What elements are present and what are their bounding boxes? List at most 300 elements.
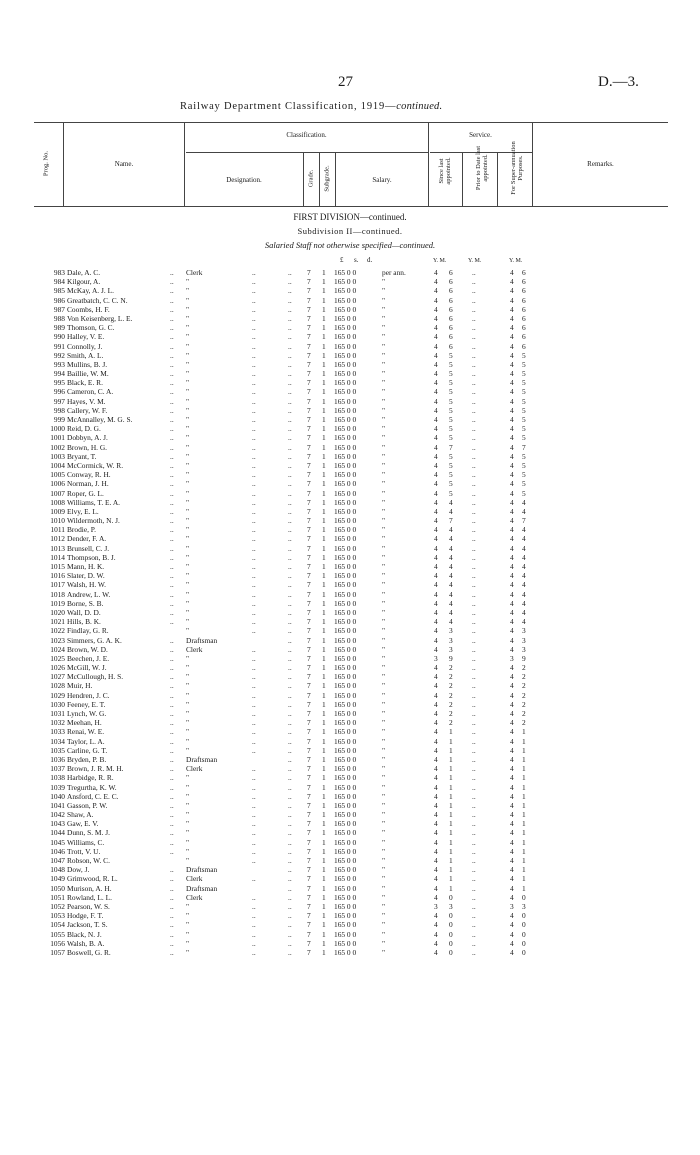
super-years: 4 bbox=[510, 607, 514, 617]
designation: " bbox=[186, 718, 190, 728]
super-years: 4 bbox=[510, 800, 514, 810]
since-years: 4 bbox=[434, 543, 438, 553]
employee-name: Gaw, E. V. bbox=[67, 819, 99, 829]
designation: " bbox=[186, 295, 190, 305]
designation: Draftsman bbox=[186, 865, 218, 875]
super-months: 4 bbox=[522, 589, 526, 599]
employee-name: Andrew, L. W. bbox=[67, 589, 111, 599]
designation: " bbox=[186, 516, 190, 526]
salary-period: " bbox=[382, 901, 386, 911]
leader-dots: .. bbox=[252, 396, 256, 406]
grade: 7 bbox=[307, 883, 311, 893]
since-years: 4 bbox=[434, 773, 438, 783]
leader-dots: .. bbox=[252, 415, 256, 424]
page-title bbox=[180, 101, 600, 112]
since-months: 5 bbox=[449, 378, 453, 388]
leader-dots: .. bbox=[288, 350, 292, 360]
prog-number: 1012 bbox=[50, 534, 65, 544]
subgrade: 1 bbox=[322, 635, 326, 645]
leader-dots: .. bbox=[170, 782, 174, 792]
salary-period: " bbox=[382, 525, 386, 535]
since-years: 4 bbox=[434, 856, 438, 865]
since-years: 4 bbox=[434, 277, 438, 287]
table-row bbox=[0, 874, 700, 883]
salary-amount: 165 0 0 bbox=[334, 534, 357, 544]
employee-name: Williams, C. bbox=[67, 837, 105, 847]
super-months: 5 bbox=[522, 424, 526, 434]
super-years: 4 bbox=[510, 856, 514, 865]
prior-service: .. bbox=[472, 470, 476, 480]
leader-dots: .. bbox=[252, 479, 256, 489]
employee-name: Dunn, S. M. J. bbox=[67, 828, 110, 838]
super-months: 5 bbox=[522, 359, 526, 369]
salary-period: " bbox=[382, 663, 386, 673]
table-row bbox=[0, 847, 700, 856]
salary-period: " bbox=[382, 341, 386, 351]
since-years: 4 bbox=[434, 268, 438, 277]
since-months: 7 bbox=[449, 442, 453, 452]
since-years: 4 bbox=[434, 837, 438, 847]
prog-number: 1034 bbox=[50, 736, 65, 746]
salary-period: " bbox=[382, 534, 386, 544]
leader-dots: .. bbox=[288, 332, 292, 342]
leader-dots: .. bbox=[252, 268, 256, 277]
table-row bbox=[0, 663, 700, 672]
salary-amount: 165 0 0 bbox=[334, 617, 357, 627]
leader-dots: .. bbox=[170, 791, 174, 801]
employee-name: Brown, H. G. bbox=[67, 442, 108, 452]
title-main: Railway Department Classification, 1919— bbox=[180, 101, 397, 112]
since-months: 3 bbox=[449, 644, 453, 654]
prog-number: 1002 bbox=[50, 442, 65, 452]
since-years: 4 bbox=[434, 506, 438, 516]
leader-dots: .. bbox=[170, 709, 174, 718]
grade: 7 bbox=[307, 589, 311, 599]
prog-number: 1008 bbox=[50, 497, 65, 507]
salary-amount: 165 0 0 bbox=[334, 359, 357, 369]
since-months: 4 bbox=[449, 534, 453, 544]
prog-number: 1001 bbox=[50, 433, 65, 443]
leader-dots: .. bbox=[252, 828, 256, 838]
since-months: 1 bbox=[449, 727, 453, 737]
prior-service: .. bbox=[472, 718, 476, 728]
leader-dots: .. bbox=[288, 525, 292, 535]
salary-period: " bbox=[382, 846, 386, 856]
salary-period: " bbox=[382, 598, 386, 608]
grade: 7 bbox=[307, 415, 311, 424]
salary-period: " bbox=[382, 672, 386, 682]
salary-period: " bbox=[382, 424, 386, 434]
salary-amount: 165 0 0 bbox=[334, 580, 357, 590]
salary-period: " bbox=[382, 626, 386, 636]
since-years: 4 bbox=[434, 800, 438, 810]
leader-dots: .. bbox=[170, 938, 174, 948]
salary-period: " bbox=[382, 506, 386, 516]
since-years: 4 bbox=[434, 516, 438, 526]
since-months: 1 bbox=[449, 791, 453, 801]
table-row bbox=[0, 461, 700, 470]
division-heading: FIRST DIVISION—continued. bbox=[293, 212, 407, 222]
leader-dots: .. bbox=[288, 589, 292, 599]
grade: 7 bbox=[307, 433, 311, 443]
super-years: 4 bbox=[510, 663, 514, 673]
leader-dots: .. bbox=[252, 323, 256, 333]
subgrade: 1 bbox=[322, 754, 326, 764]
prior-service: .. bbox=[472, 552, 476, 562]
since-months: 1 bbox=[449, 874, 453, 884]
subgrade: 1 bbox=[322, 865, 326, 875]
prior-service: .. bbox=[472, 828, 476, 838]
super-months: 0 bbox=[522, 920, 526, 930]
designation: " bbox=[186, 699, 190, 709]
designation: Clerk bbox=[186, 644, 203, 654]
leader-dots: .. bbox=[288, 819, 292, 829]
prog-number: 998 bbox=[53, 405, 65, 415]
leader-dots: .. bbox=[288, 865, 292, 875]
prog-number: 1053 bbox=[50, 911, 65, 921]
title-continued: continued. bbox=[396, 101, 443, 112]
leader-dots: .. bbox=[288, 277, 292, 287]
employee-name: Taylor, L. A. bbox=[67, 736, 105, 746]
leader-dots: .. bbox=[288, 552, 292, 562]
since-years: 4 bbox=[434, 304, 438, 314]
table-row bbox=[0, 305, 700, 314]
prog-no-header: Prog. No. bbox=[42, 150, 50, 177]
salary-period: " bbox=[382, 773, 386, 783]
super-years: 4 bbox=[510, 736, 514, 746]
leader-dots: .. bbox=[170, 525, 174, 535]
since-months: 0 bbox=[449, 920, 453, 930]
leader-dots: .. bbox=[252, 304, 256, 314]
grade: 7 bbox=[307, 497, 311, 507]
table-row bbox=[0, 507, 700, 516]
salary-amount: 165 0 0 bbox=[334, 589, 357, 599]
super-months: 5 bbox=[522, 451, 526, 461]
leader-dots: .. bbox=[288, 405, 292, 415]
prior-service: .. bbox=[472, 938, 476, 948]
salary-amount: 165 0 0 bbox=[334, 304, 357, 314]
leader-dots: .. bbox=[288, 699, 292, 709]
salary-amount: 165 0 0 bbox=[334, 405, 357, 415]
leader-dots: .. bbox=[288, 479, 292, 489]
table-row bbox=[0, 920, 700, 929]
salary-amount: 165 0 0 bbox=[334, 543, 357, 553]
leader-dots: .. bbox=[288, 828, 292, 838]
grade: 7 bbox=[307, 451, 311, 461]
salary-period: " bbox=[382, 295, 386, 305]
leader-dots: .. bbox=[170, 819, 174, 829]
salary-period: " bbox=[382, 727, 386, 737]
designation: " bbox=[186, 442, 190, 452]
leader-dots: .. bbox=[288, 313, 292, 323]
since-months: 5 bbox=[449, 415, 453, 424]
designation: " bbox=[186, 286, 190, 296]
since-months: 4 bbox=[449, 525, 453, 535]
salary-amount: 165 0 0 bbox=[334, 663, 357, 673]
table-row bbox=[0, 433, 700, 442]
leader-dots: .. bbox=[252, 341, 256, 351]
designation: " bbox=[186, 552, 190, 562]
super-years: 4 bbox=[510, 460, 514, 470]
since-months: 1 bbox=[449, 837, 453, 847]
prog-number: 1039 bbox=[50, 782, 65, 792]
employee-name: Slater, D. W. bbox=[67, 571, 105, 581]
prog-number: 1011 bbox=[50, 525, 65, 535]
subgrade: 1 bbox=[322, 810, 326, 820]
since-months: 6 bbox=[449, 304, 453, 314]
super-years: 4 bbox=[510, 598, 514, 608]
prog-number: 1043 bbox=[50, 819, 65, 829]
salary-period: " bbox=[382, 433, 386, 443]
table-row bbox=[0, 700, 700, 709]
prog-number: 1055 bbox=[50, 929, 65, 939]
designation: " bbox=[186, 405, 190, 415]
employee-name: Smith, A. L. bbox=[67, 350, 104, 360]
table-row bbox=[0, 819, 700, 828]
table-row bbox=[0, 544, 700, 553]
salary-period: " bbox=[382, 451, 386, 461]
salary-period: " bbox=[382, 580, 386, 590]
prog-number: 1036 bbox=[50, 754, 65, 764]
since-years: 4 bbox=[434, 442, 438, 452]
salary-amount: 165 0 0 bbox=[334, 635, 357, 645]
leader-dots: .. bbox=[170, 295, 174, 305]
salary-period: " bbox=[382, 764, 386, 774]
prior-service: .. bbox=[472, 451, 476, 461]
super-years: 4 bbox=[510, 415, 514, 424]
salary-amount: 165 0 0 bbox=[334, 745, 357, 755]
prog-number: 1052 bbox=[50, 901, 65, 911]
employee-name: Callery, W. F. bbox=[67, 405, 108, 415]
leader-dots: .. bbox=[288, 387, 292, 397]
super-years: 4 bbox=[510, 865, 514, 875]
employee-name: Black, E. R. bbox=[67, 378, 103, 388]
table-row bbox=[0, 930, 700, 939]
prog-number: 1014 bbox=[50, 552, 65, 562]
employee-name: Bryant, T. bbox=[67, 451, 97, 461]
leader-dots: .. bbox=[288, 497, 292, 507]
grade: 7 bbox=[307, 617, 311, 627]
since-months: 4 bbox=[449, 571, 453, 581]
leader-dots: .. bbox=[252, 846, 256, 856]
leader-dots: .. bbox=[170, 479, 174, 489]
since-months: 5 bbox=[449, 488, 453, 498]
name-header: Name. bbox=[114, 160, 134, 168]
since-months: 0 bbox=[449, 938, 453, 948]
subgrade: 1 bbox=[322, 332, 326, 342]
employee-name: Brown, W. D. bbox=[67, 644, 108, 654]
super-years: 4 bbox=[510, 883, 514, 893]
prior-service: .. bbox=[472, 359, 476, 369]
leader-dots: .. bbox=[170, 396, 174, 406]
since-years: 4 bbox=[434, 470, 438, 480]
super-years: 4 bbox=[510, 911, 514, 921]
super-years: 4 bbox=[510, 424, 514, 434]
leader-dots: .. bbox=[288, 323, 292, 333]
salary-amount: 165 0 0 bbox=[334, 681, 357, 691]
designation: " bbox=[186, 736, 190, 746]
since-months: 4 bbox=[449, 506, 453, 516]
super-years: 4 bbox=[510, 672, 514, 682]
leader-dots: .. bbox=[288, 718, 292, 728]
super-months: 1 bbox=[522, 819, 526, 829]
salary-period: " bbox=[382, 488, 386, 498]
since-years: 4 bbox=[434, 286, 438, 296]
super-years: 4 bbox=[510, 709, 514, 718]
leader-dots: .. bbox=[170, 442, 174, 452]
leader-dots: .. bbox=[170, 313, 174, 323]
salary-amount: 165 0 0 bbox=[334, 295, 357, 305]
grade: 7 bbox=[307, 341, 311, 351]
subgrade: 1 bbox=[322, 378, 326, 388]
since-months: 3 bbox=[449, 626, 453, 636]
super-months: 5 bbox=[522, 433, 526, 443]
leader-dots: .. bbox=[252, 745, 256, 755]
salary-period: " bbox=[382, 589, 386, 599]
prog-number: 1026 bbox=[50, 663, 65, 673]
prior-service: .. bbox=[472, 856, 476, 865]
leader-dots: .. bbox=[252, 332, 256, 342]
subgrade: 1 bbox=[322, 543, 326, 553]
table-row bbox=[0, 681, 700, 690]
designation: Draftsman bbox=[186, 883, 218, 893]
grade: 7 bbox=[307, 718, 311, 728]
grade: 7 bbox=[307, 764, 311, 774]
subgrade: 1 bbox=[322, 341, 326, 351]
leader-dots: .. bbox=[252, 525, 256, 535]
grade: 7 bbox=[307, 690, 311, 700]
table-row bbox=[0, 580, 700, 589]
super-months: 3 bbox=[522, 901, 526, 911]
employee-name: Mullins, B. J. bbox=[67, 359, 108, 369]
table-row bbox=[0, 636, 700, 645]
table-row bbox=[0, 314, 700, 323]
leader-dots: .. bbox=[288, 433, 292, 443]
leader-dots: .. bbox=[252, 617, 256, 627]
leader-dots: .. bbox=[170, 369, 174, 379]
super-years: 4 bbox=[510, 580, 514, 590]
since-years: 4 bbox=[434, 819, 438, 829]
super-months: 6 bbox=[522, 268, 526, 277]
leader-dots: .. bbox=[252, 892, 256, 902]
leader-dots: .. bbox=[288, 754, 292, 764]
grade: 7 bbox=[307, 865, 311, 875]
super-years: 4 bbox=[510, 442, 514, 452]
leader-dots: .. bbox=[288, 745, 292, 755]
salary-amount: 165 0 0 bbox=[334, 892, 357, 902]
leader-dots: .. bbox=[288, 516, 292, 526]
grade: 7 bbox=[307, 782, 311, 792]
leader-dots: .. bbox=[170, 332, 174, 342]
super-years: 4 bbox=[510, 277, 514, 287]
prior-service: .. bbox=[472, 460, 476, 470]
super-years: 4 bbox=[510, 920, 514, 930]
leader-dots: .. bbox=[288, 938, 292, 948]
super-years: 4 bbox=[510, 699, 514, 709]
prog-number: 1048 bbox=[50, 865, 65, 875]
prior-service: .. bbox=[472, 892, 476, 902]
leader-dots: .. bbox=[252, 451, 256, 461]
prior-service: .. bbox=[472, 699, 476, 709]
salary-amount: 165 0 0 bbox=[334, 718, 357, 728]
super-months: 4 bbox=[522, 534, 526, 544]
super-years: 4 bbox=[510, 359, 514, 369]
employee-name: Tregurtha, K. W. bbox=[67, 782, 117, 792]
salary-amount: 165 0 0 bbox=[334, 313, 357, 323]
leader-dots: .. bbox=[252, 607, 256, 617]
leader-dots: .. bbox=[288, 451, 292, 461]
employee-name: Thomson, G. C. bbox=[67, 323, 115, 333]
table-row bbox=[0, 737, 700, 746]
leader-dots: .. bbox=[170, 552, 174, 562]
table-row bbox=[0, 645, 700, 654]
leader-dots: .. bbox=[252, 773, 256, 783]
employee-name: Kilgour, A. bbox=[67, 277, 101, 287]
salary-amount: 165 0 0 bbox=[334, 920, 357, 930]
since-years: 4 bbox=[434, 626, 438, 636]
leader-dots: .. bbox=[252, 378, 256, 388]
super-months: 5 bbox=[522, 470, 526, 480]
subgrade: 1 bbox=[322, 580, 326, 590]
salary-amount: 165 0 0 bbox=[334, 800, 357, 810]
table-row bbox=[0, 525, 700, 534]
employee-name: Baillie, W. M. bbox=[67, 369, 109, 379]
prog-number: 1007 bbox=[50, 488, 65, 498]
grade: 7 bbox=[307, 378, 311, 388]
since-years: 4 bbox=[434, 387, 438, 397]
salary-period: " bbox=[382, 718, 386, 728]
super-years: 4 bbox=[510, 304, 514, 314]
prior-service: .. bbox=[472, 607, 476, 617]
employee-name: Walsh, B. A. bbox=[67, 938, 105, 948]
salary-period: per ann. bbox=[382, 268, 406, 277]
super-years: 4 bbox=[510, 617, 514, 627]
designation: " bbox=[186, 782, 190, 792]
table-row bbox=[0, 939, 700, 948]
leader-dots: .. bbox=[170, 699, 174, 709]
table-row bbox=[0, 397, 700, 406]
salary-amount: 165 0 0 bbox=[334, 690, 357, 700]
salary-amount: 165 0 0 bbox=[334, 460, 357, 470]
leader-dots: .. bbox=[252, 718, 256, 728]
since-years: 4 bbox=[434, 525, 438, 535]
table-row bbox=[0, 801, 700, 810]
leader-dots: .. bbox=[288, 653, 292, 663]
salary-period: " bbox=[382, 470, 386, 480]
employee-name: McCullough, H. S. bbox=[67, 672, 124, 682]
salary-amount: 165 0 0 bbox=[334, 396, 357, 406]
super-years: 4 bbox=[510, 681, 514, 691]
prior-service: .. bbox=[472, 525, 476, 535]
since-months: 5 bbox=[449, 350, 453, 360]
prior-service: .. bbox=[472, 727, 476, 737]
salary-amount: 165 0 0 bbox=[334, 488, 357, 498]
designation: " bbox=[186, 304, 190, 314]
leader-dots: .. bbox=[252, 543, 256, 553]
super-months: 1 bbox=[522, 800, 526, 810]
subgrade: 1 bbox=[322, 764, 326, 774]
prior-service: .. bbox=[472, 534, 476, 544]
table-row bbox=[0, 599, 700, 608]
grade: 7 bbox=[307, 938, 311, 948]
subgrade: 1 bbox=[322, 607, 326, 617]
leader-dots: .. bbox=[252, 313, 256, 323]
leader-dots: .. bbox=[288, 470, 292, 480]
employee-name: Greatbatch, C. C. N. bbox=[67, 295, 128, 305]
leader-dots: .. bbox=[252, 562, 256, 571]
employee-name: McAnnalley, M. G. S. bbox=[67, 415, 133, 424]
subgrade: 1 bbox=[322, 736, 326, 746]
